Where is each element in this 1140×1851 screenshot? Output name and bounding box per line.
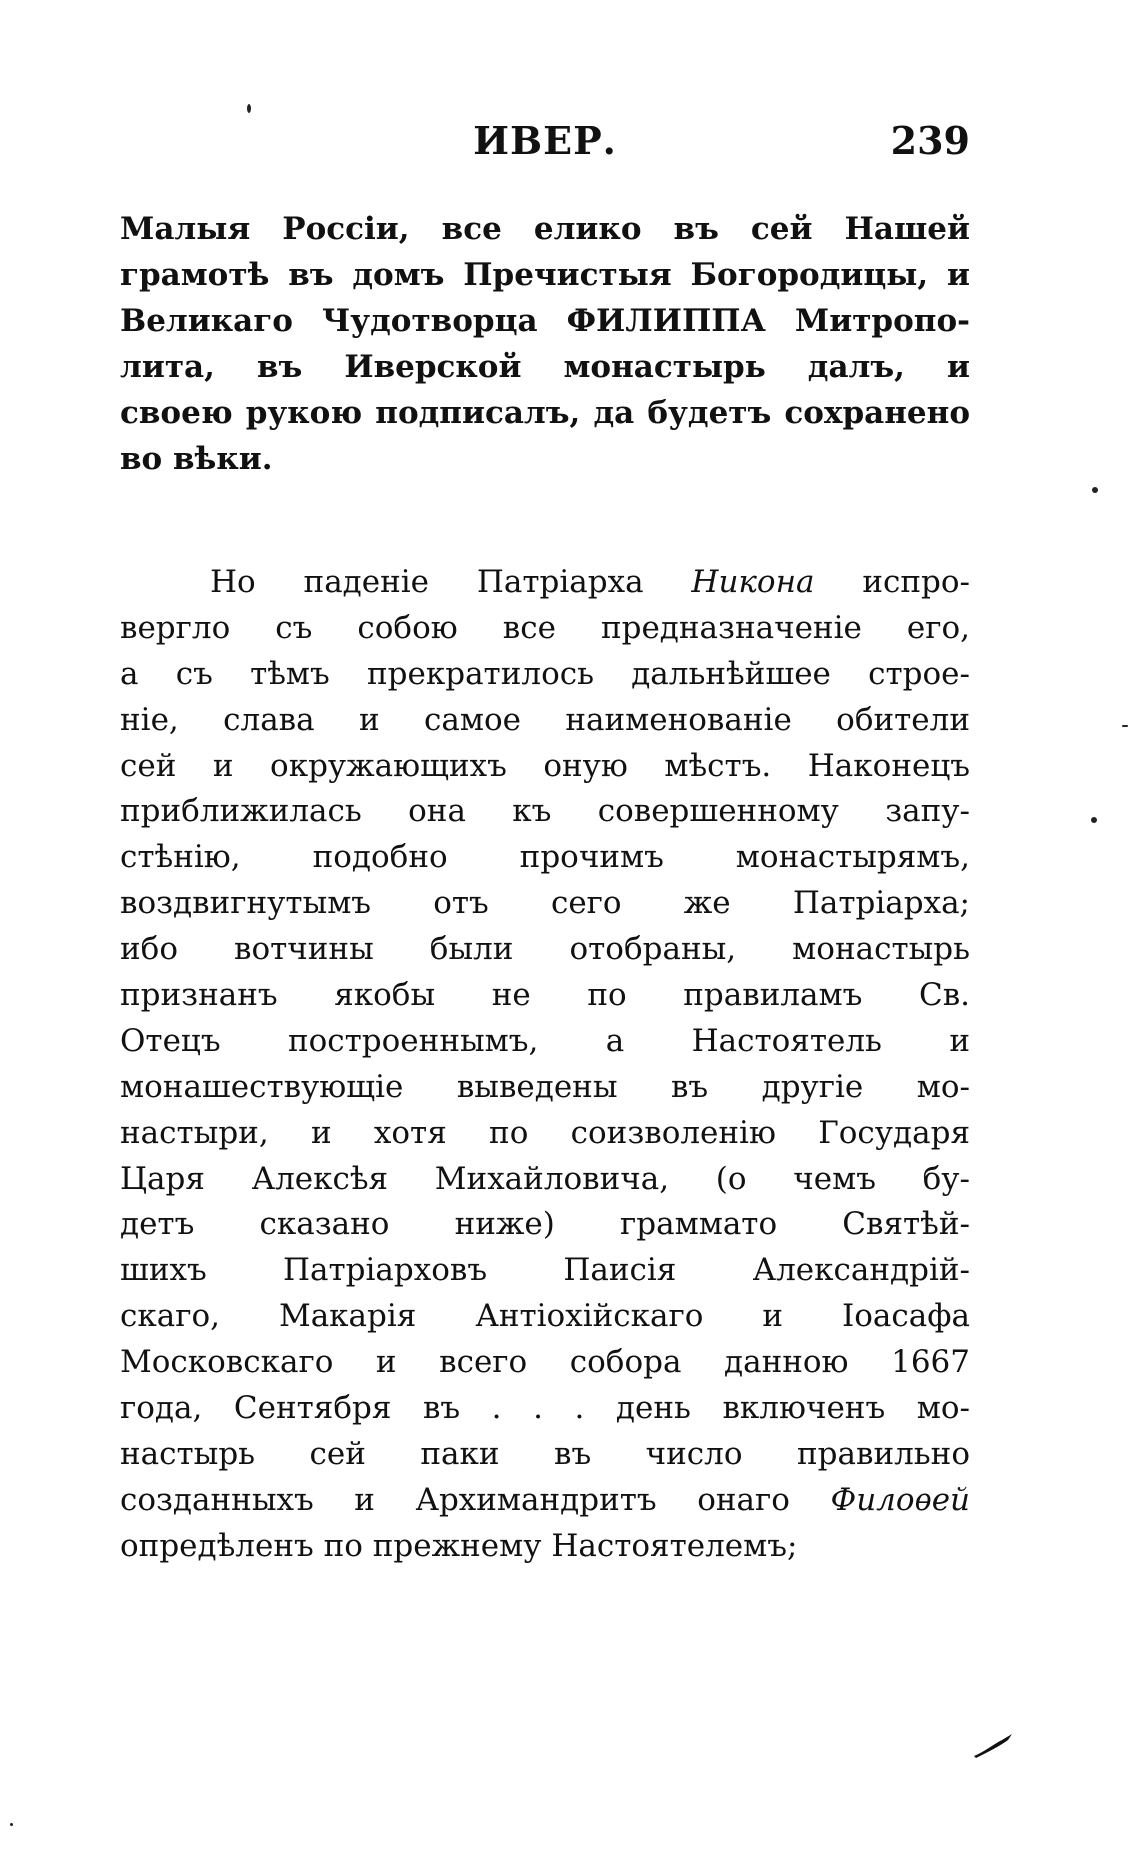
text-line (120, 1340, 970, 1386)
text-line (120, 1478, 970, 1524)
text-line (120, 789, 970, 835)
italic-name: Никона (691, 564, 815, 600)
text-line (120, 1432, 970, 1478)
text-segment: Отецъ построеннымъ, а Настоятель и (120, 1022, 970, 1059)
text-segment: Царя Алексѣя Михайловича, (о чемъ бу- (120, 1160, 970, 1197)
text-line (120, 1202, 970, 1248)
text-line (120, 1019, 970, 1065)
ink-speck (1122, 725, 1128, 727)
text-line (120, 1065, 970, 1111)
text-segment: монашествующiе выведены въ другiе мо- (120, 1068, 970, 1105)
text-segment: шихъ Патрiарховъ Паисiя Александрiй- (120, 1252, 970, 1289)
text-line: лита, въ Иверской монастырь далъ, и (120, 349, 970, 385)
text-segment: Московскаго и всего собора данною 1667 (120, 1344, 970, 1381)
text-segment: скаго, Макарiя Антiохiйскаго и Iоасафа (120, 1298, 970, 1335)
text-segment: приближилась она къ совершенному запу- (120, 793, 970, 830)
text-segment: вергло съ собою все предназначенiе его, (120, 609, 970, 646)
text-segment: детъ сказано ниже) граммато Святѣй- (120, 1206, 970, 1243)
text-segment: настыри, и хотя по соизволенiю Государя (120, 1114, 970, 1151)
text-line (120, 881, 970, 927)
text-line (120, 744, 970, 790)
ink-speck (10, 1823, 13, 1826)
text-segment: настырь сей паки въ число правильно (120, 1435, 970, 1472)
text-line (120, 1294, 970, 1340)
text-line (120, 1157, 970, 1203)
text-line (120, 1386, 970, 1432)
text-line (120, 927, 970, 973)
text-line (120, 560, 970, 606)
text-line (120, 606, 970, 652)
pen-mark (972, 1730, 1020, 1760)
running-head-title: ИВЕР. (473, 118, 617, 163)
paragraph-2 (120, 560, 970, 1570)
text-segment: испро- (814, 564, 970, 600)
running-head (120, 118, 970, 178)
text-segment: ибо вотчины были отобраны, монастырь (120, 931, 970, 968)
text-line: Малыя Россiи, все елико въ сей Нашей (120, 211, 970, 247)
text-segment: Но паденiе Патрiарха (210, 564, 692, 600)
text-line: грамотѣ въ домъ Пречистыя Богородицы, и (120, 257, 970, 293)
ink-speck (1091, 817, 1097, 823)
text-segment: а съ тѣмъ прекратилось дальнѣйшее строе- (120, 655, 970, 692)
paragraph-1 (120, 206, 970, 482)
page-number: 239 (890, 118, 970, 163)
text-segment: нiе, слава и самое наименованiе обители (120, 701, 970, 738)
ink-speck (1092, 487, 1098, 493)
text-line (120, 973, 970, 1019)
text-segment: признанъ якобы не по правиламъ Св. (120, 977, 970, 1014)
text-segment: воздвигнутымъ отъ сего же Патрiарха; (120, 885, 970, 922)
text-line (120, 652, 970, 698)
text-line (120, 1111, 970, 1157)
text-line (120, 1524, 970, 1570)
text-segment: опредѣленъ по прежнему Настоятелемъ; (120, 1527, 798, 1564)
text-segment: созданныхъ и Архимандритъ онаго (120, 1481, 831, 1518)
text-segment: стѣнiю, подобно прочимъ монастырямъ, (120, 839, 970, 876)
text-segment: года, Сентября въ . . . день включенъ мо- (120, 1390, 970, 1427)
text-line: во вѣки. (120, 441, 273, 477)
text-segment: сей и окружающихъ оную мѣстъ. Наконецъ (120, 747, 970, 784)
text-line (120, 1248, 970, 1294)
text-line (120, 835, 970, 881)
italic-name: Филоѳей (830, 1481, 970, 1518)
ink-speck (247, 104, 251, 113)
text-line: Великаго Чудотворца ФИЛИППА Митропо- (120, 303, 970, 339)
text-line (120, 698, 970, 744)
text-line: своею рукою подписалъ, да будетъ сохранено (120, 395, 970, 431)
